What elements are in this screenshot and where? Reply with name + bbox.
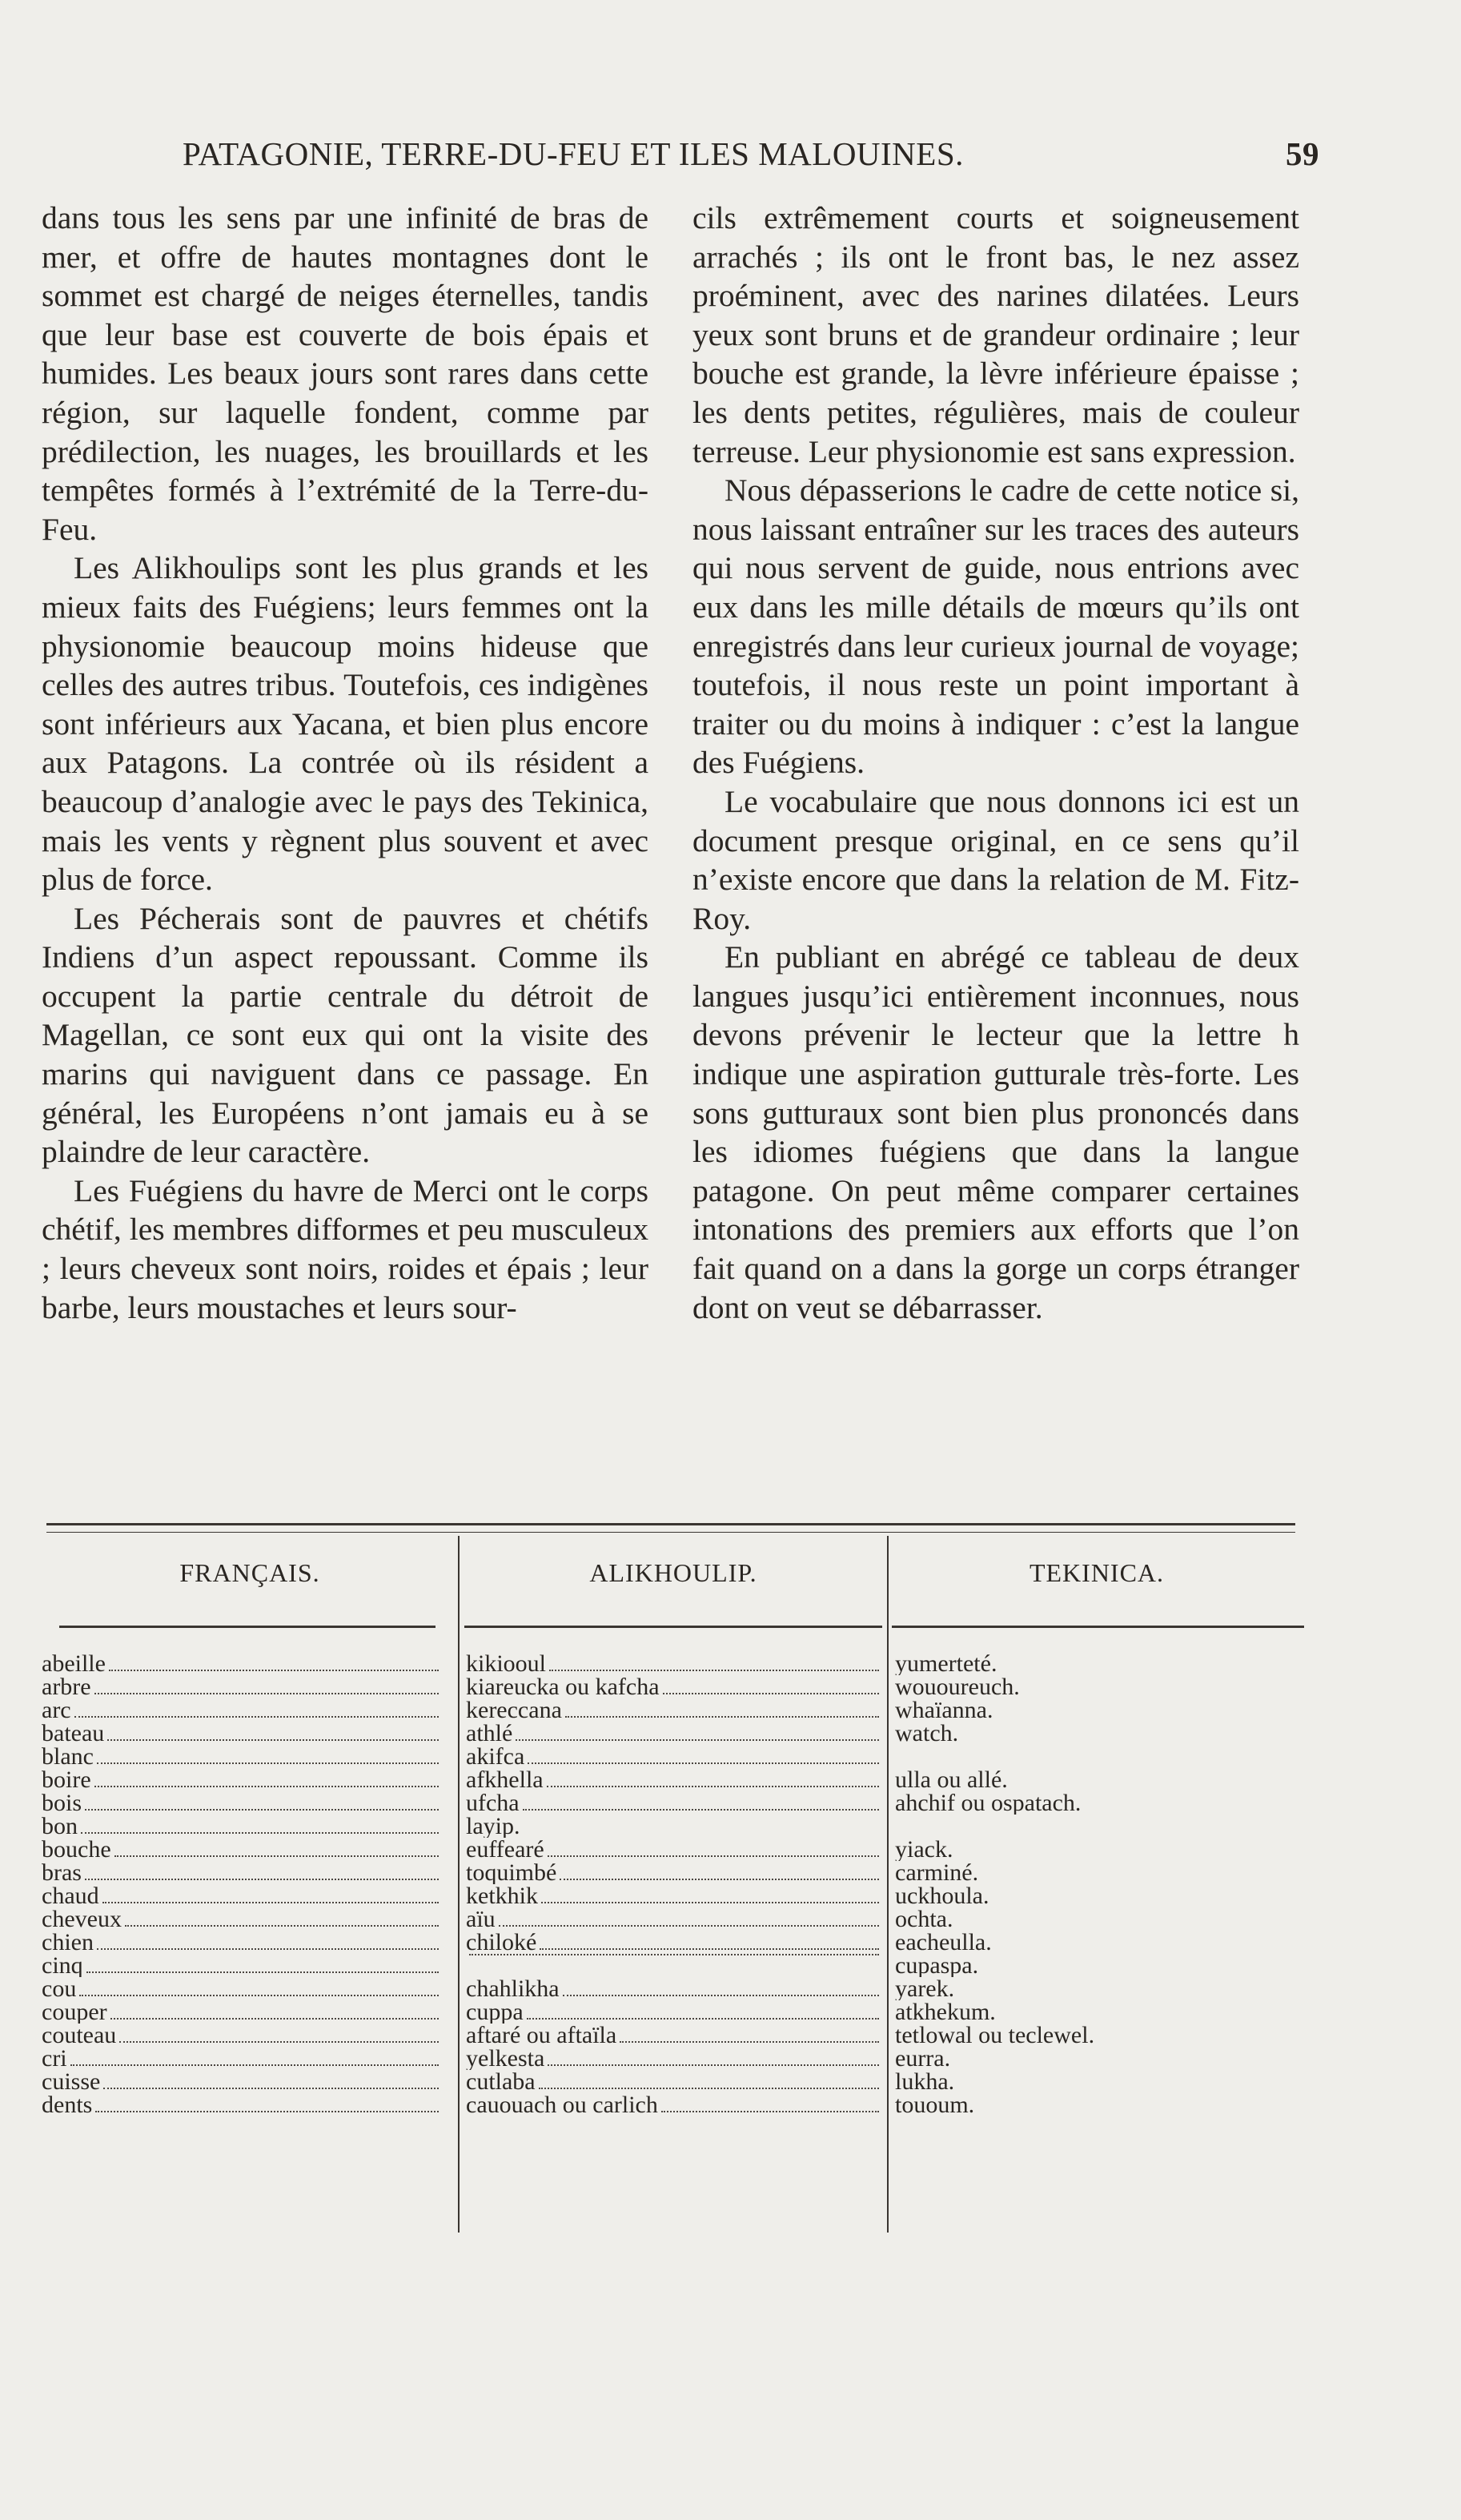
vocab-entry [42,1698,442,1722]
vocab-word: blanc [42,1745,94,1768]
dot-leader [85,1879,439,1880]
dot-leader [620,2041,879,2043]
vocab-entry [466,2024,882,2047]
vocabulary-table [42,1536,1314,2241]
vocab-entry [466,2000,882,2024]
vocab-word: bouche [42,1838,111,1861]
vocab-word: eacheulla. [895,1931,992,1954]
dot-leader [499,1925,879,1927]
vocab-entry [466,1838,882,1861]
vocab-entry [892,2000,1308,2024]
header-francais: FRANÇAIS. [179,1558,320,1587]
dot-leader [527,2018,879,2020]
vocab-word: cuppa [466,2000,524,2024]
vocab-entry [42,1838,442,1861]
vocab-entry [892,1768,1308,1791]
vocab-word: chahlikha [466,1977,560,2000]
vocab-word: chaud [42,1884,99,1907]
dot-leader [540,1948,879,1950]
dot-leader [85,1809,439,1811]
vocab-word: chien [42,1931,94,1954]
vocab-word: atkhekum. [895,2000,996,2024]
vocab-entry [892,2070,1308,2093]
vocab-word: bon [42,1815,78,1838]
vocab-entry [42,2093,442,2116]
vocab-entry [466,1815,882,1838]
vocab-entry [892,1675,1308,1698]
vocab-word: cauouach ou carlich [466,2093,658,2116]
vocab-word: lukha. [895,2070,955,2093]
vocab-entry [892,1931,1308,1954]
vocab-entry [42,2024,442,2047]
vocab-word: couper [42,2000,107,2024]
vocab-word: yelkesta [466,2047,545,2070]
vocab-word: ketkhik [466,1884,538,1907]
vocab-word: couteau [42,2024,117,2047]
vocab-entry [892,1652,1308,1675]
vocab-entry [466,1954,882,1977]
left-text-column [42,199,648,1327]
vocab-word: cupaspa. [895,1954,979,1977]
vocab-entry [892,1977,1308,2000]
right-text-column [692,199,1299,1327]
vocab-entry [42,1977,442,2000]
vocab-entry [42,1652,442,1675]
dot-leader [547,1786,879,1787]
vocab-word: aïu [466,1907,496,1931]
vocab-entry [466,1907,882,1931]
running-header [183,135,1319,183]
section-divider [46,1523,1295,1533]
vocab-entry [892,1745,1308,1768]
vocab-word: toquimbé [466,1861,557,1884]
vocab-entry [42,1768,442,1791]
vocab-entry [466,1722,882,1745]
dot-leader [119,2041,439,2043]
dot-leader [548,2064,879,2066]
dot-leader [516,1739,879,1741]
vocab-entry [892,1907,1308,1931]
tekinica-list [892,1652,1308,2116]
paragraph: Les Alikhoulips sont les plus grands et les mieux faits des Fuégiens; leurs femmes ont la physionomie beaucoup moins hideuse que celles des autres tribus. Toutefois, ces indigènes sont inférieurs aux Yacana, et bien plus encore aux Patagons. La contrée où ils résident a beaucoup d’analogie avec le pays des Tekinica, mais les vents y règnent plus souvent et avec plus de force. [42,550,648,898]
header-tekinica: TEKINICA. [1029,1558,1165,1587]
vocab-entry [892,1722,1308,1745]
dot-leader [79,1995,439,1996]
vocab-word: yiack. [895,1838,953,1861]
vocab-entry [892,1861,1308,1884]
dot-leader [94,1786,439,1787]
vocab-entry [892,1884,1308,1907]
column-divider [458,1536,460,2233]
vocab-word: afkhella [466,1768,544,1791]
vocab-word: cutlaba [466,2070,536,2093]
vocab-entry [466,2047,882,2070]
vocab-word: kikiooul [466,1652,547,1675]
vocab-word: cou [42,1977,77,2000]
vocab-entry [892,1954,1308,1977]
paragraph: Les Fuégiens du havre de Merci ont le corps chétif, les membres difformes et peu musculeux ; leurs cheveux sont noirs, roides et épais ; leur barbe, leurs moustaches et leurs sour- [42,1172,648,1325]
vocab-word: ochta. [895,1907,953,1931]
vocab-word: boire [42,1768,91,1791]
vocab-word: bras [42,1861,82,1884]
vocab-entry [892,2093,1308,2116]
vocab-word: whaïanna. [895,1698,993,1722]
vocab-word: cuisse [42,2070,101,2093]
vocab-word: watch. [895,1722,959,1745]
dot-leader [548,1855,879,1857]
dot-leader [539,2088,879,2089]
vocab-word: ulla ou allé. [895,1768,1008,1791]
vocab-entry [466,1861,882,1884]
vocab-word: ufcha [466,1791,520,1815]
dot-leader [97,1948,439,1950]
dot-leader [125,1925,439,1927]
vocab-entry [892,1815,1308,1838]
dot-leader [103,2088,439,2089]
dot-leader [565,1716,879,1718]
vocab-entry [892,1791,1308,1815]
vocab-word: cheveux [42,1907,122,1931]
dot-leader [102,1902,439,1903]
dot-leader [560,1879,879,1880]
dot-leader [661,2111,879,2112]
paragraph: Les Pécherais sont de pauvres et chétifs Indiens d’un aspect repoussant. Comme ils occupent la partie centrale du détroit de Magellan, ce sont eux qui ont la visite des marins qui naviguent dans ce passage. En général, les Européens n’ont jamais eu à se plaindre de leur caractère. [42,900,648,1170]
vocab-entry [466,1977,882,2000]
page-number: 59 [1286,135,1319,172]
vocab-entry [466,1745,882,1768]
paragraph: dans tous les sens par une infinité de bras de mer, et offre de hautes montagnes dont le sommet est chargé de neiges éternelles, tandis que leur base est couverte de bois épais et humides. Les beaux jours sont rares dans cette région, sur laquelle fondent, comme par prédilection, les nuages, les brouillards et les tempêtes formés à l’extrémité de la Terre-du-Feu. [42,200,648,547]
vocab-entry [42,1861,442,1884]
vocab-entry [42,1954,442,1977]
vocab-word: uckhoula. [895,1884,989,1907]
vocab-word: kiareucka ou kafcha [466,1675,660,1698]
vocab-entry [42,1675,442,1698]
vocab-entry [42,1815,442,1838]
vocab-entry [892,1838,1308,1861]
vocab-word: tououm. [895,2093,975,2116]
paragraph: En publiant en abrégé ce tableau de deux langues jusqu’ici entièrement inconnues, nous devons prévenir le lecteur que la lettre h indique une aspiration gutturale très-forte. Les sons gutturaux sont bien plus prononcés dans les idiomes fuégiens que dans la langue patagone. On peut même comparer certaines intonations des premiers aux efforts que l’on fait quand on a dans la gorge un corps étranger dont on veut se débarrasser. [692,939,1299,1325]
vocab-entry [892,2024,1308,2047]
dot-leader [109,1670,439,1671]
vocab-word: tetlowal ou teclewel. [895,2024,1095,2047]
vocab-word: kereccana [466,1698,562,1722]
vocab-word: chiloké [466,1931,537,1954]
paragraph: Nous dépasserions le cadre de cette notice si, nous laissant entraîner sur les traces des auteurs qui nous servent de guide, nous entrions avec eux dans les mille détails de mœurs qu’ils ont enregistrés dans leur curieux journal de voyage; toutefois, il nous reste un point important à traiter ou du moins à indiquer : c’est la langue des Fuégiens. [692,472,1299,781]
dot-leader [97,1762,439,1764]
vocab-word: dents [42,2093,93,2116]
dot-leader [114,1855,439,1857]
paragraph: Le vocabulaire que nous donnons ici est un document presque original, en ce sens qu’il n’existe encore que dans la relation de M. Fitz-Roy. [692,783,1299,936]
dot-leader [549,1670,879,1671]
dot-leader [86,1971,439,1973]
running-title: PATAGONIE, TERRE-DU-FEU ET ILES MALOUINES. [183,135,964,172]
vocab-entry [892,2047,1308,2070]
vocab-entry [466,1791,882,1815]
vocab-entry [42,1722,442,1745]
dot-leader [528,1762,879,1764]
vocab-entry [892,1698,1308,1722]
vocab-entry [42,1907,442,1931]
vocab-word: layip. [466,1815,520,1838]
vocab-word: eurra. [895,2047,951,2070]
vocab-word: akifca [466,1745,525,1768]
column-divider [887,1536,889,2233]
vocab-word: cri [42,2047,67,2070]
vocab-word: aftaré ou aftaïla [466,2024,617,2047]
vocab-entry [42,1745,442,1768]
dot-leader [74,1716,439,1718]
vocab-entry [42,2000,442,2024]
vocab-word: bateau [42,1722,105,1745]
header-rule [892,1626,1304,1628]
vocab-word: wououreuch. [895,1675,1020,1698]
vocab-entry [466,1931,882,1954]
vocab-word: abeille [42,1652,106,1675]
vocab-word: arc [42,1698,71,1722]
vocab-entry [42,1791,442,1815]
vocab-entry [466,1884,882,1907]
alikhoulip-list [466,1652,882,2116]
vocab-word: arbre [42,1675,91,1698]
dot-leader [523,1809,879,1811]
vocab-word: athlé [466,1722,513,1745]
vocab-entry [466,1652,882,1675]
dot-leader [663,1693,879,1694]
vocab-entry [42,1884,442,1907]
vocab-word: yarek. [895,1977,955,2000]
dot-leader [469,1954,879,1955]
francais-list [42,1652,442,2116]
vocab-word: euffearé [466,1838,544,1861]
vocab-entry [42,1931,442,1954]
vocab-word: yumerteté. [895,1652,997,1675]
header-rule [59,1626,435,1628]
vocab-entry [466,1768,882,1791]
vocab-word: cinq [42,1954,83,1977]
dot-leader [95,2111,439,2112]
vocab-entry [466,2093,882,2116]
vocab-entry [466,2070,882,2093]
vocab-word: ahchif ou ospatach. [895,1791,1082,1815]
header-alikhoulip: ALIKHOULIP. [589,1558,757,1587]
vocab-entry [466,1675,882,1698]
vocab-word: bois [42,1791,82,1815]
vocab-entry [42,2070,442,2093]
dot-leader [94,1693,439,1694]
paragraph: cils extrêmement courts et soigneusement arrachés ; ils ont le front bas, le nez assez proéminent, avec des narines dilatées. Leurs yeux sont bruns et de grandeur ordinaire ; leur bouche est grande, la lèvre inférieure épaisse ; les dents petites, régulières, mais de couleur terreuse. Leur physionomie est sans expression. [692,200,1299,469]
dot-leader [70,2064,439,2066]
dot-leader [563,1995,879,1996]
vocab-entry [42,2047,442,2070]
dot-leader [107,1739,439,1741]
vocab-entry [466,1698,882,1722]
header-rule [464,1626,882,1628]
dot-leader [110,2018,439,2020]
dot-leader [81,1832,439,1834]
dot-leader [541,1902,879,1903]
vocab-word: carminé. [895,1861,979,1884]
